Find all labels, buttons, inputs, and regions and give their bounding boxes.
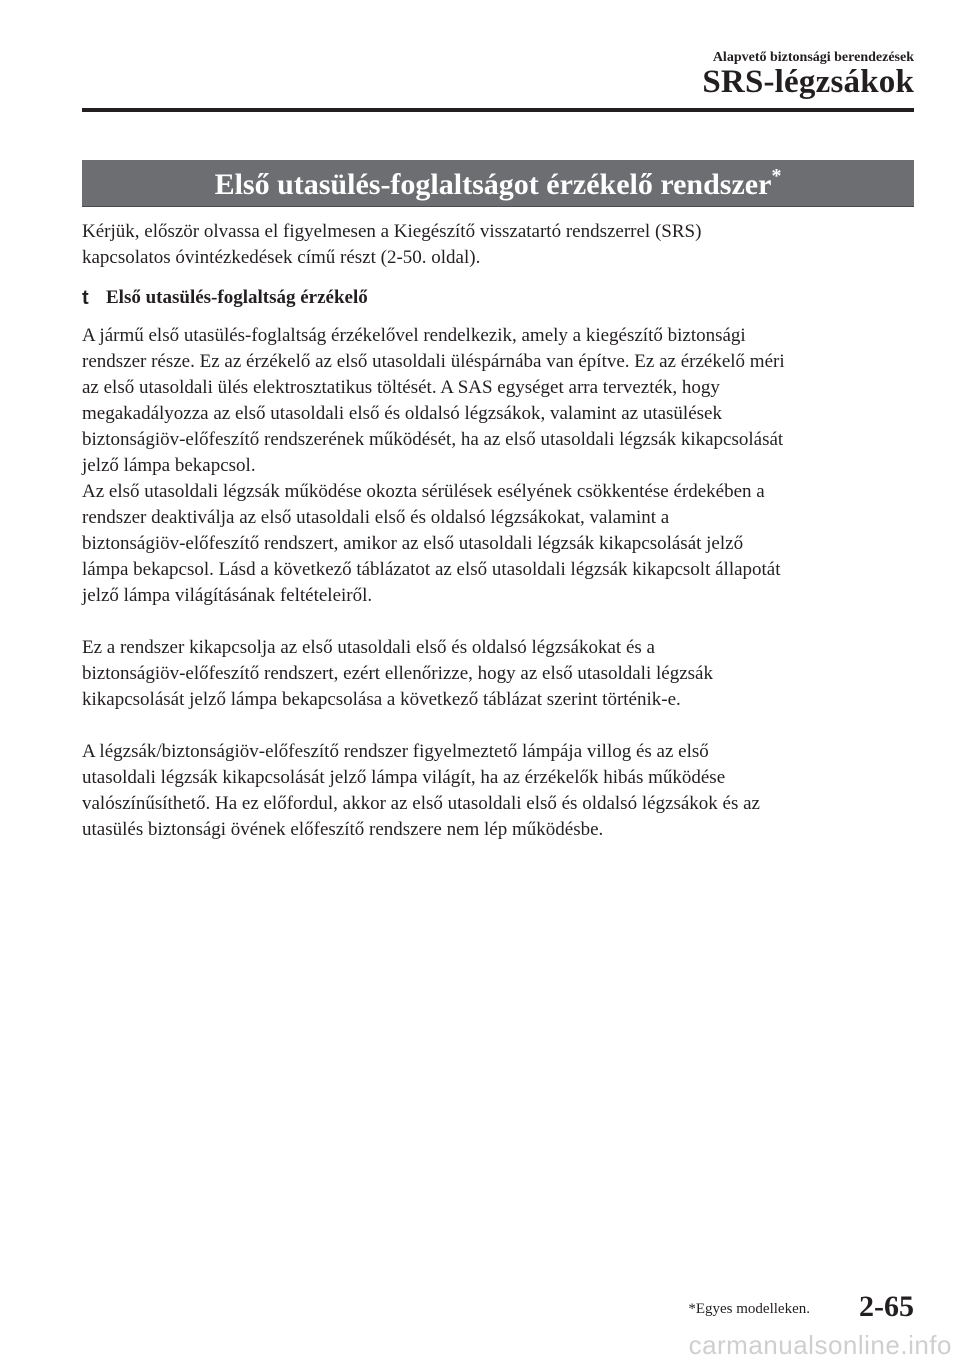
intro-paragraph [82, 219, 918, 271]
text-line: megakadályozza az első utasoldali első és oldalsó légzsákok, valamint az utasülések [82, 403, 722, 424]
paragraph-gap [82, 609, 918, 635]
text-line: A légzsák/biztonságiöv-előfeszítő rendszer figyelmeztető lámpája villog és az első [82, 741, 709, 762]
text-line: utasoldali légzsák kikapcsolását jelző lámpa világít, ha az érzékelők hibás működése [82, 767, 726, 788]
text-line: jelző lámpa bekapcsol. [82, 455, 256, 476]
section-banner [82, 160, 914, 207]
text-line: A jármű első utasülés-foglaltság érzékelővel rendelkezik, amely a kiegészítő biztonsági [82, 325, 746, 346]
header-divider [82, 108, 914, 112]
section-asterisk: * [771, 165, 782, 187]
text-line: biztonságiöv-előfeszítő rendszert, ezért ellenőrizze, hogy az első utasoldali légzsák [82, 663, 713, 684]
body-paragraph-1 [82, 323, 918, 609]
paragraph-gap [82, 713, 918, 739]
text-line: Ez a rendszer kikapcsolja az első utasoldali első és oldalsó légzsákokat és a [82, 637, 655, 658]
section-title: Első utasülés-foglaltságot érzékelő rendszer [214, 168, 772, 201]
text-line: kapcsolatos óvintézkedések című részt (2-50. oldal). [82, 247, 481, 268]
running-header-section: Alapvető biztonsági berendezések [712, 50, 914, 65]
text-line: kikapcsolását jelző lámpa bekapcsolása a következő táblázat szerint történik-e. [82, 689, 681, 710]
page-content [82, 219, 918, 843]
text-line: rendszer része. Ez az érzékelő az első utasoldali üléspárnába van építve. Ez az érzékelő méri [82, 351, 785, 372]
text-line: utasülés biztonsági övének előfeszítő rendszere nem lép működésbe. [82, 819, 604, 840]
text-line: Az első utasoldali légzsák működése okozta sérülések esélyének csökkentése érdekében a [82, 481, 765, 502]
subsection-title: Első utasülés-foglaltság érzékelő [106, 287, 368, 308]
text-line: az első utasoldali ülés elektrosztatikus töltését. A SAS egységet arra tervezték, hogy [82, 377, 720, 398]
bullet-icon: t [82, 287, 89, 309]
page-number: 2-65 [859, 1290, 914, 1323]
text-line: lámpa bekapcsol. Lásd a következő táblázatot az első utasoldali légzsák kikapcsolt állapotát [82, 559, 781, 580]
body-paragraph-2 [82, 635, 918, 713]
footnote: *Egyes modelleken. [688, 1301, 810, 1317]
watermark-link[interactable]: carmanualsonline.info [688, 1330, 952, 1360]
running-header-title: SRS-légzsákok [702, 64, 914, 100]
text-line: Kérjük, először olvassa el figyelmesen a Kiegészítő visszatartó rendszerrel (SRS) [82, 221, 702, 242]
text-line: biztonságiöv-előfeszítő rendszert, amikor az első utasoldali légzsák kikapcsolását jelző [82, 533, 744, 554]
body-paragraph-3 [82, 739, 918, 843]
text-line: biztonságiöv-előfeszítő rendszerének működését, ha az első utasoldali légzsák kikapcsolását [82, 429, 784, 450]
text-line: jelző lámpa világításának feltételeiről. [82, 585, 373, 606]
text-line: rendszer deaktiválja az első utasoldali első és oldalsó légzsákokat, valamint a [82, 507, 670, 528]
text-line: valószínűsíthető. Ha ez előfordul, akkor az első utasoldali első és oldalsó légzsákok és az [82, 793, 760, 814]
subsection-heading [82, 285, 918, 311]
